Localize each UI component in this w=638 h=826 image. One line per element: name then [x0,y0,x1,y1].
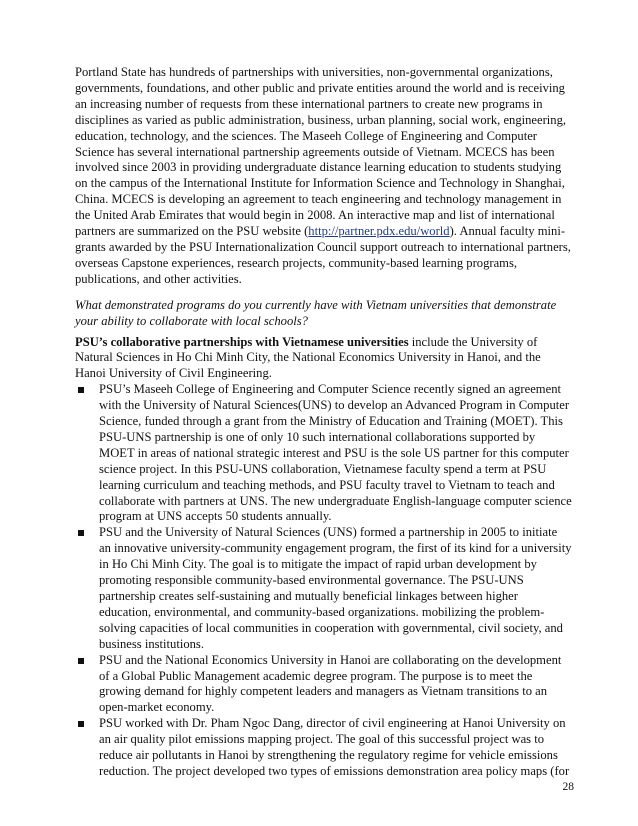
list-item [75,382,572,525]
intro-paragraph [75,65,572,288]
list-item [75,716,572,780]
intro-text-after-link: ). Annual faculty mini-grants awarded by the PSU Internationalization Council support outreach to international partners, overseas Capstone experiences, research projects, community-based learning programs, publications, and other activities. [75,224,571,286]
square-bullet-icon [78,530,84,536]
intro-text-before-link: Portland State has hundreds of partnerships with universities, non-governmental organizations, governments, foundations, and other public and private entities around the world and is receiving an increasing number of requests from these international partners to create new programs in disciplines as varied as public administration, business, urban planning, social work, engineering, education, technology, and the sciences. The Maseeh College of Engineering and Computer Science has several international partnership agreements outside of Vietnam. MCECS has been involved since 2003 in providing undergraduate distance learning education to students studying on the campus of the International Institute for Information Science and Technology in Shanghai, China. MCECS is developing an agreement to teach engineering and technology management in the United Arab Emirates that would begin in 2008. An interactive map and list of international partners are summarized on the PSU website ( [75,65,567,239]
section-question: What demonstrated programs do you currently have with Vietnam universities that demonstrate your ability to collaborate with local schools? [75,297,557,328]
square-bullet-icon [78,387,84,393]
partner-website-link[interactable]: http://partner.pdx.edu/world [308,224,450,239]
list-item-text: PSU and the University of Natural Sciences (UNS) formed a partnership in 2005 to initiate an innovative university-community engagement program, the first of its kind for a university in Ho Chi Minh City. The goal is to mitigate the impact of rapid urban development by promoting responsible community-based environmental governance. The PSU-UNS partnership creates self-sustaining and mutually beneficial linkages between higher education, environmental, and community-based organizations. mobilizing the problem-solving capacities of local communities in cooperation with governmental, civil society, and business institutions. [99,525,572,651]
square-bullet-icon [78,721,84,727]
page-content [75,65,572,780]
partnership-bullet-list [75,382,572,780]
lead-paragraph [75,335,572,383]
square-bullet-icon [78,658,84,664]
list-item-text: PSU and the National Economics University in Hanoi are collaborating on the development of a Global Public Management academic degree program. The purpose is to meet the growing demand for highly competent leaders and managers as Vietnam transitions to an open-market economy. [99,652,562,715]
lead-text: include the University of Natural Sciences in Ho Chi Minh City, the National Economics University in Hanoi, and the Hanoi University of Civil Engineering. [75,334,541,381]
list-item [75,525,572,652]
page-number: 28 [562,781,574,793]
list-item [75,653,572,717]
list-item-text: PSU worked with Dr. Pham Ngoc Dang, director of civil engineering at Hanoi University on an air quality pilot emissions mapping project. The goal of this successful project was to reduce air pollutants in Hanoi by strengthening the regulatory regime for vehicle emissions reduction. The project developed two types of emissions demonstration area policy maps (for [99,716,570,778]
lead-bold-heading: PSU’s collaborative partnerships with Vietnamese universities [75,334,409,349]
list-item-text: PSU’s Maseeh College of Engineering and Computer Science recently signed an agreement with the University of Natural Sciences(UNS) to develop an Advanced Program in Computer Science, funded through a grant from the Ministry of Education and Training (MOET). This PSU-UNS partnership is one of only 10 such international collaborations supported by MOET in areas of national strategic interest and PSU is the sole US partner for this computer science project. In this PSU-UNS collaboration, Vietnamese faculty spend a term at PSU learning curriculum and teaching methods, and PSU faculty travel to Vietnam to teach and collaborate with partners at UNS. The new undergraduate English-language computer science program at UNS accepts 50 students annually. [99,382,572,524]
